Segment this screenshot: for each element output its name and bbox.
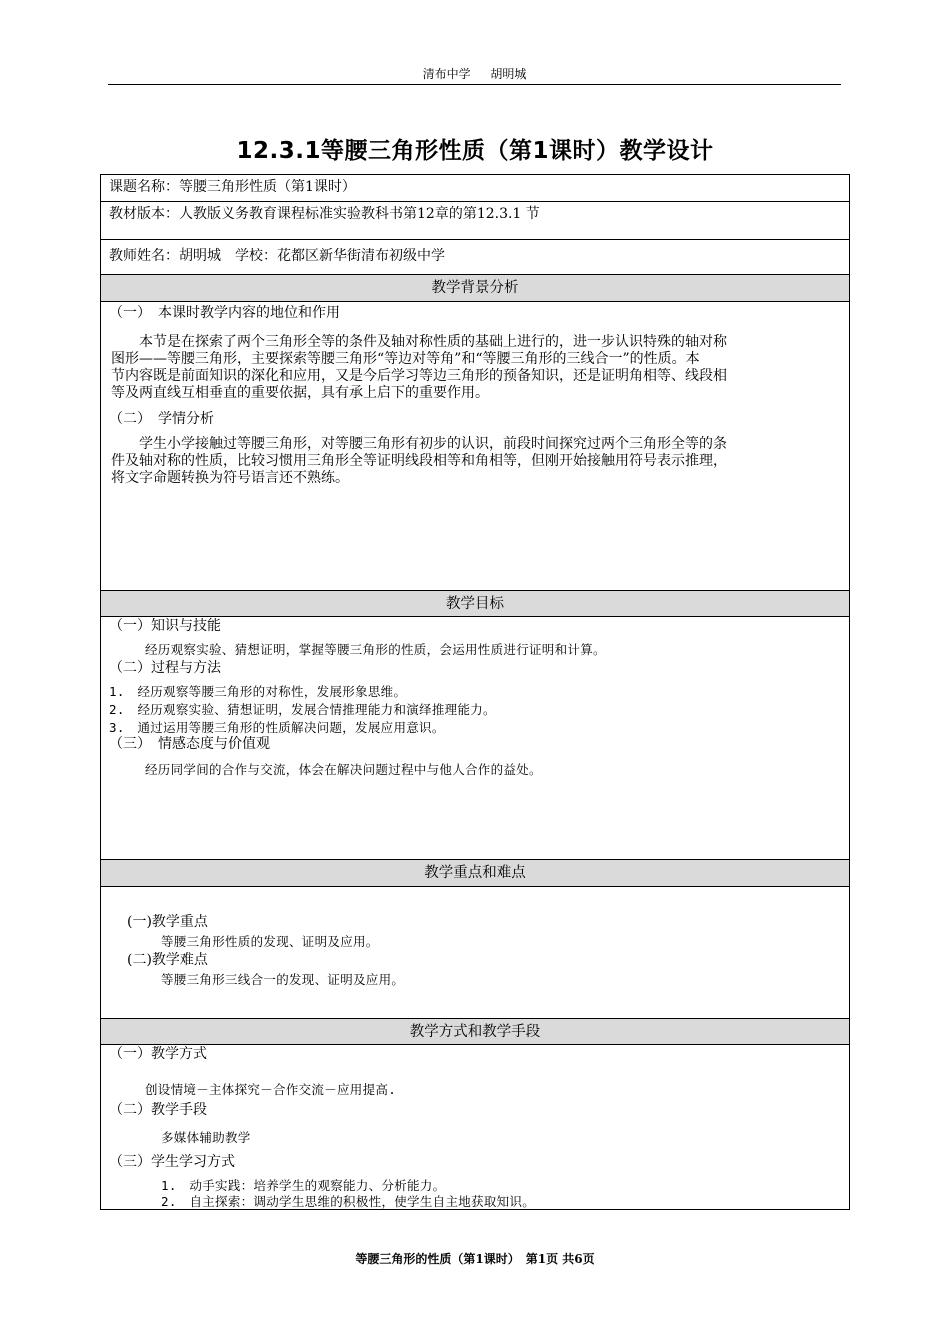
methods-style-title: （一）教学方式: [109, 1046, 207, 1062]
methods-learning-title: （三）学生学习方式: [109, 1154, 235, 1170]
methods-learning-item-1: 1. 动手实践：培养学生的观察能力、分析能力。: [161, 1178, 446, 1193]
background-subtitle-1: （一） 本课时教学内容的地位和作用: [109, 305, 340, 321]
header-teacher: 胡明城: [490, 67, 527, 81]
key-points-cell: [101, 887, 849, 1019]
teacher-info: 教师姓名：胡明城 学校：花都区新华街清布初级中学: [109, 248, 445, 264]
paragraph-line: 节内容既是前面知识的深化和应用，又是今后学习等边三角形的预备知识，还是证明角相等、线段相: [111, 368, 727, 384]
page-footer: 等腰三角形的性质（第1课时） 第1页 共6页: [355, 1252, 595, 1266]
lesson-plan-table: [100, 174, 850, 1210]
header-school: 清布中学: [422, 67, 471, 81]
course-name: 课题名称：等腰三角形性质（第1课时）: [109, 179, 356, 195]
methods-learning-item-2: 2. 自主探索：调动学生思维的积极性，使学生自主地获取知识。: [161, 1194, 536, 1209]
course-name-row: [101, 175, 849, 202]
section-heading-key-points: 教学重点和难点: [101, 860, 849, 887]
methods-means-text: 多媒体辅助教学: [161, 1130, 251, 1145]
key-focus-text: 等腰三角形性质的发现、证明及应用。: [161, 934, 379, 949]
background-cell: [101, 302, 849, 591]
page-title: 12.3.1等腰三角形性质（第1课时）教学设计: [236, 138, 714, 164]
methods-cell: [101, 1045, 849, 1211]
objectives-knowledge-title: （一）知识与技能: [109, 618, 221, 634]
background-subtitle-2: （二） 学情分析: [109, 411, 214, 427]
page-header: [108, 66, 841, 85]
textbook-version: 教材版本：人教版义务教育课程标准实验教科书第12章的第12.3.1 节: [109, 206, 540, 222]
paragraph-line: 等及两直线互相垂直的重要依据，具有承上启下的重要作用。: [111, 385, 489, 401]
paragraph-line: 学生小学接触过等腰三角形，对等腰三角形有初步的认识，前段时间探究过两个三角形全等的条: [111, 436, 727, 452]
methods-style-text: 创设情境－主体探究－合作交流－应用提高.: [145, 1082, 397, 1097]
background-paragraph-1: [111, 334, 841, 402]
objectives-process-item-2: 2. 经历观察实验、猜想证明，发展合情推理能力和演绎推理能力。: [109, 702, 496, 717]
key-difficult-text: 等腰三角形三线合一的发现、证明及应用。: [161, 972, 405, 987]
paragraph-line: 件及轴对称的性质，比较习惯用三角形全等证明线段相等和角相等，但刚开始接触用符号表示推理，: [111, 453, 727, 469]
objectives-process-item-3: 3. 通过运用等腰三角形的性质解决问题，发展应用意识。: [109, 720, 445, 735]
teacher-row: [101, 240, 849, 275]
paragraph-line: 将文字命题转换为符号语言还不熟练。: [111, 470, 349, 486]
background-paragraph-2: [111, 436, 841, 487]
objectives-cell: [101, 617, 849, 860]
section-heading-methods: 教学方式和教学手段: [101, 1019, 849, 1045]
objectives-attitude-title: （三） 情感态度与价值观: [109, 736, 270, 752]
objectives-attitude-text: 经历同学间的合作与交流，体会在解决问题过程中与他人合作的益处。: [145, 762, 542, 777]
methods-means-title: （二）教学手段: [109, 1102, 207, 1118]
objectives-knowledge-text: 经历观察实验、猜想证明，掌握等腰三角形的性质，会运用性质进行证明和计算。: [145, 642, 606, 657]
key-focus-title: (一)教学重点: [127, 914, 208, 930]
textbook-row: [101, 202, 849, 240]
section-heading-objectives: 教学目标: [101, 591, 849, 617]
objectives-process-title: （二）过程与方法: [109, 660, 221, 676]
key-difficult-title: (二)教学难点: [127, 952, 208, 968]
paragraph-line: 本节是在探索了两个三角形全等的条件及轴对称性质的基础上进行的，进一步认识特殊的轴对称: [111, 334, 727, 350]
objectives-process-item-1: 1. 经历观察等腰三角形的对称性，发展形象思维。: [109, 684, 407, 699]
section-heading-background: 教学背景分析: [101, 275, 849, 302]
paragraph-line: 图形——等腰三角形，主要探索等腰三角形“等边对等角”和“等腰三角形的三线合一”的性质。本: [111, 351, 700, 367]
